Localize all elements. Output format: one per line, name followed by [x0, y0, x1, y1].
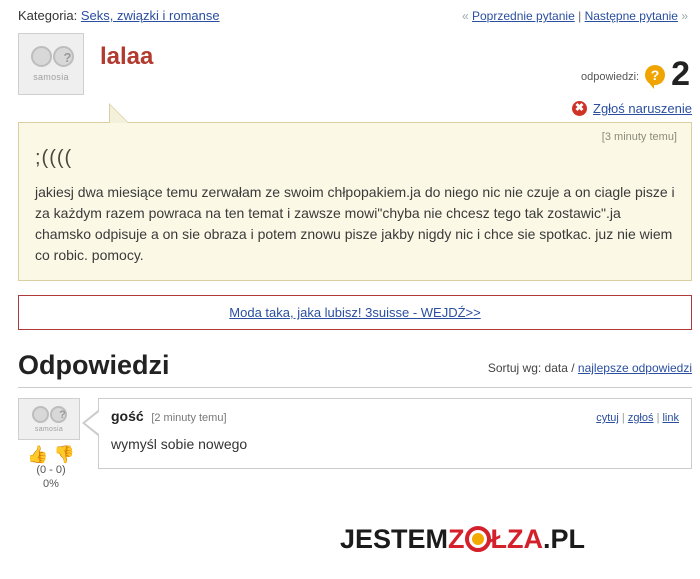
- answer-author: gość: [111, 408, 144, 424]
- answers-count-value: 2: [671, 55, 690, 93]
- top-bar: [0, 0, 700, 29]
- answer-text: wymyśl sobie nowego: [111, 436, 248, 452]
- avatar-face-icon: [31, 46, 72, 67]
- question-bubble-tail: [110, 105, 128, 123]
- answer-actions: [596, 412, 679, 424]
- watermark-ring-icon: [465, 526, 491, 552]
- question-bubble: [18, 122, 692, 281]
- prev-question-link[interactable]: Poprzednie pytanie: [472, 9, 575, 23]
- answers-title: Odpowiedzi: [18, 350, 170, 380]
- avatar-circle-left-icon: [32, 406, 49, 423]
- prev-chevron-icon: «: [461, 9, 469, 23]
- question-subject: ;((((: [35, 147, 73, 169]
- permalink-link[interactable]: link: [662, 412, 679, 424]
- watermark-part-1: JESTEM: [340, 524, 449, 554]
- answers-header: [18, 350, 692, 387]
- vote-buttons: [18, 446, 84, 463]
- question-bubble-wrapper: [18, 122, 692, 281]
- list-item: [18, 398, 692, 490]
- sort-label: Sortuj wg: data /: [487, 361, 575, 375]
- avatar-circle-left-icon: [31, 46, 52, 67]
- report-link[interactable]: zgłoś: [627, 412, 654, 424]
- advertisement-box[interactable]: [18, 295, 692, 330]
- advertisement-link[interactable]: Moda taka, jaka lubisz! 3suisse - WEJDŹ>>: [229, 305, 481, 320]
- avatar-question-mark-icon: ?: [59, 409, 66, 421]
- thumbs-up-icon[interactable]: 👍: [27, 445, 49, 464]
- question-timestamp: [3 minuty temu]: [601, 131, 677, 143]
- quote-link[interactable]: cytuj: [596, 412, 619, 424]
- answer-author-block: [111, 408, 227, 424]
- question-nav: [462, 9, 692, 23]
- vote-percent: 0%: [43, 478, 59, 490]
- breadcrumb: [18, 8, 220, 23]
- category-link[interactable]: Seks, związki i romanse: [80, 8, 220, 23]
- avatar-brand-label: samosia: [33, 72, 69, 82]
- answer-avatar[interactable]: [18, 398, 80, 440]
- avatar-question-mark-icon: ?: [63, 50, 72, 65]
- answer-bubble-tail: [85, 412, 99, 434]
- answers-counter: [580, 55, 690, 93]
- watermark: [340, 524, 585, 555]
- avatar-face-icon: [32, 406, 66, 423]
- answer-timestamp: [2 minuty temu]: [151, 412, 227, 424]
- nav-separator: |: [578, 9, 582, 23]
- question-author[interactable]: lalaa: [100, 43, 154, 70]
- next-chevron-icon: »: [681, 9, 688, 23]
- next-question-link[interactable]: Następne pytanie: [584, 9, 678, 23]
- action-separator-2: |: [656, 412, 660, 424]
- watermark-part-3: ŁZA: [490, 524, 544, 554]
- question-avatar[interactable]: [18, 33, 84, 95]
- avatar-brand-label: samosia: [34, 425, 64, 433]
- watermark-part-4: .PL: [543, 524, 586, 554]
- answer-meta: [111, 408, 679, 424]
- report-row: [0, 95, 700, 118]
- answer-bubble-wrapper: [98, 398, 692, 469]
- sort-controls: [488, 361, 692, 381]
- answers-divider: [18, 387, 692, 388]
- sort-best-answers-link[interactable]: najlepsze odpowiedzi: [577, 361, 692, 375]
- answer-author-column: [18, 398, 84, 490]
- speech-bubble-icon: ?: [645, 65, 665, 85]
- report-violation-link[interactable]: Zgłoś naruszenie: [593, 101, 692, 116]
- question-header: [0, 29, 700, 95]
- watermark-part-2: Z: [448, 524, 465, 554]
- category-label: Kategoria:: [18, 8, 78, 23]
- vote-counts: (0 - 0): [36, 464, 66, 476]
- thumbs-down-icon[interactable]: 👎: [53, 445, 75, 464]
- question-text: jakiesj dwa miesiące temu zerwałam ze swoim chłpopakiem.ja do niego nic nie czuje a on ciagle pisze i za każdym razem powraca na ten temat i zawsze mowi"chyba nie chcesz tego tak zostawic".ja chamsko odpisuje a on sie obraza i potem znowu pisze jakby nigdy nic i chce sie spotkac. juz nie wiem co robic. pomocy.: [35, 184, 675, 263]
- answer-bubble: [98, 398, 692, 469]
- answers-count-label: odpowiedzi:: [580, 71, 640, 83]
- action-separator-1: |: [621, 412, 625, 424]
- close-icon: ✖: [572, 101, 587, 116]
